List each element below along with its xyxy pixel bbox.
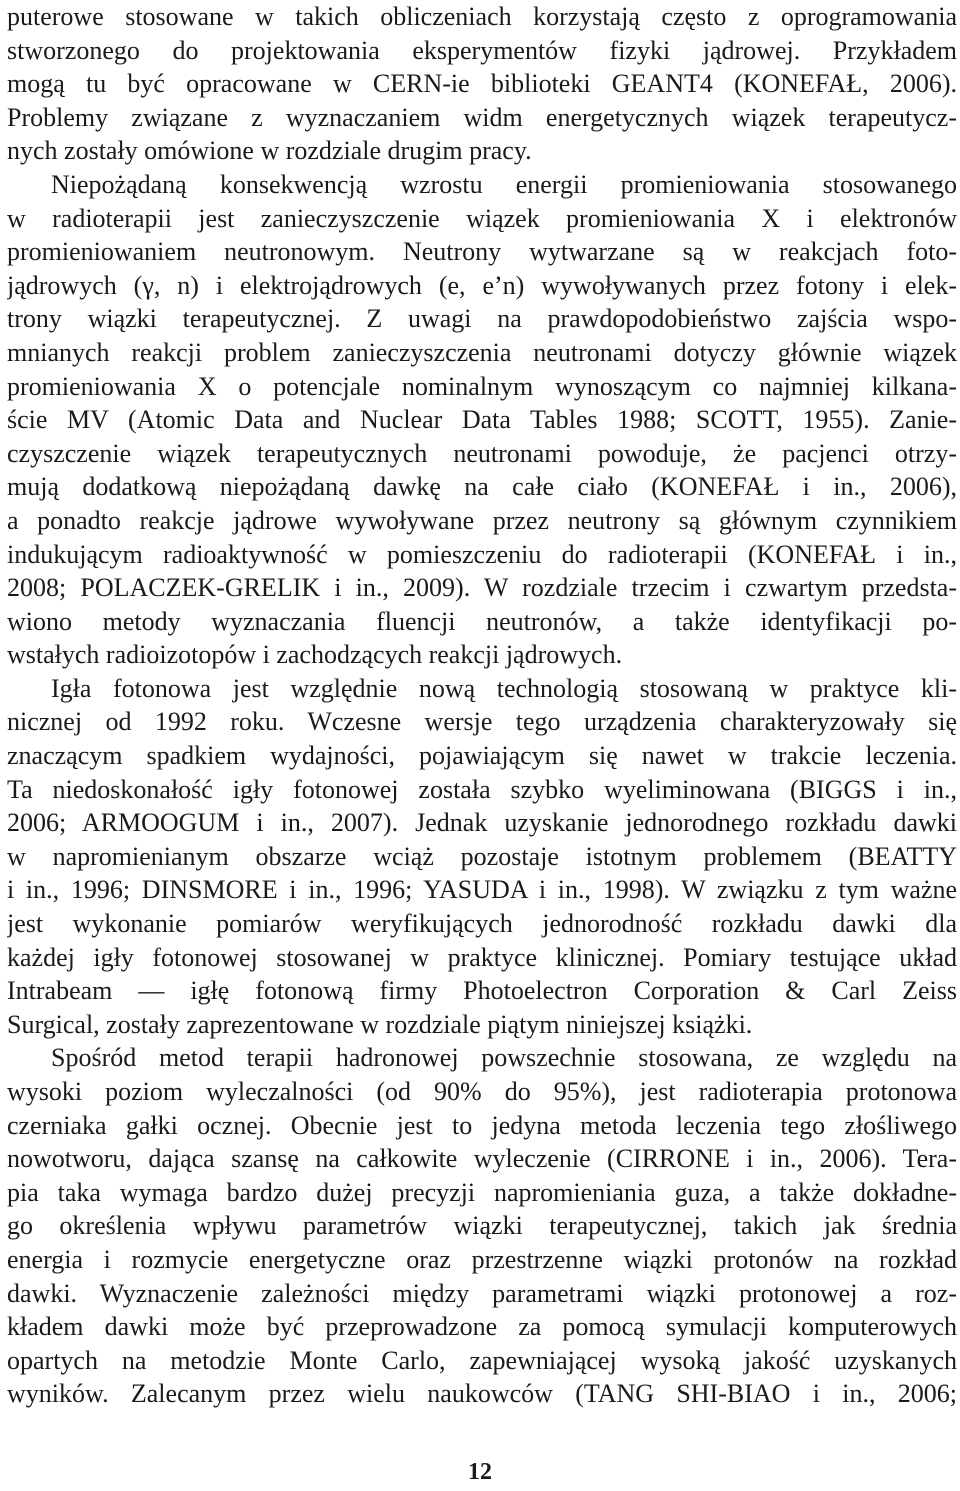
text-line: kładem dawki może być przeprowadzone za pomocą symulacji komputerowych — [7, 1312, 957, 1342]
paragraph-3 — [7, 672, 957, 1042]
text-line: jądrowych (γ, n) i elektrojądrowych (e, e’n) wywoływanych przez fotony i elek- — [7, 270, 957, 300]
paragraph-2 — [7, 168, 957, 672]
text-line: czerniaka gałki ocznej. Obecnie jest to jedyna metoda leczenia tego złośliwego — [7, 1110, 957, 1140]
text-line: stworzonego do projektowania eksperymentów fizyki jądrowej. Przykładem — [7, 35, 957, 65]
text-line: wysoki poziom wyleczalności (od 90% do 95%), jest radioterapia protonowa — [7, 1077, 957, 1106]
text-line: Ta niedoskonałość igły fotonowej została szybko wyeliminowana (BIGGS i in., — [7, 774, 957, 804]
text-line: Igła fotonowa jest względnie nową technologią stosowaną w praktyce kli- — [51, 673, 957, 703]
text-line: energia i rozmycie energetyczne oraz przestrzenne wiązki protonów na rozkład — [7, 1244, 957, 1274]
text-line: promieniowaniem neutronowym. Neutrony wytwarzane są w reakcjach foto- — [7, 237, 957, 267]
page-number: 12 — [468, 1459, 492, 1485]
text-line: Spośród metod terapii hadronowej powszechnie stosowana, ze względu na — [51, 1043, 957, 1073]
text-line: puterowe stosowane w takich obliczeniach korzystają często z oprogramowania — [7, 2, 957, 31]
text-line: trony wiązki terapeutycznej. Z uwagi na prawdopodobieństwo zajścia wspo- — [7, 304, 957, 334]
text-line: wstałych radioizotopów i zachodzących reakcji jądrowych. — [7, 640, 623, 670]
paragraph-1 — [7, 0, 957, 168]
text-line: ście MV (Atomic Data and Nuclear Data Tables 1988; SCOTT, 1955). Zanie- — [7, 405, 957, 435]
paragraph-4 — [7, 1041, 957, 1411]
text-line: nowotworu, dająca szansę na całkowite wyleczenie (CIRRONE i in., 2006). Tera- — [7, 1144, 957, 1174]
text-line: każdej igły fotonowej stosowanej w praktyce klinicznej. Pomiary testujące układ — [7, 942, 957, 972]
text-line: promieniowania X o potencjale nominalnym wynoszącym co najmniej kilkana- — [7, 371, 957, 401]
text-line: wyników. Zalecanym przez wielu naukowców (TANG SHI-BIAO i in., 2006; — [7, 1379, 957, 1409]
document-page — [7, 0, 957, 1411]
text-line: w napromienianym obszarze wciąż pozostaje istotnym problemem (BEATTY — [7, 841, 957, 871]
text-line: 2008; POLACZEK-GRELIK i in., 2009). W rozdziale trzecim i czwartym przedsta- — [7, 573, 957, 603]
text-line: 2006; ARMOOGUM i in., 2007). Jednak uzyskanie jednorodnego rozkładu dawki — [7, 808, 957, 838]
text-line: pia taka wymaga bardzo dużej precyzji napromieniania guza, a także dokładne- — [7, 1177, 957, 1207]
text-line: i in., 1996; DINSMORE i in., 1996; YASUDA i in., 1998). W związku z tym ważne — [7, 875, 957, 905]
text-line: mogą tu być opracowane w CERN-ie biblioteki GEANT4 (KONEFAŁ, 2006). — [7, 69, 957, 99]
text-line: wiono metody wyznaczania fluencji neutronów, a także identyfikacji po- — [7, 606, 957, 636]
text-line: Niepożądaną konsekwencją wzrostu energii promieniowania stosowanego — [51, 169, 957, 199]
text-line: mują dodatkową niepożądaną dawkę na całe ciało (KONEFAŁ i in., 2006), — [7, 472, 957, 502]
text-line: Problemy związane z wyznaczaniem widm energetycznych wiązek terapeutycz- — [7, 102, 957, 132]
text-line: mnianych reakcji problem zanieczyszczenia neutronami dotyczy głównie wiązek — [7, 337, 957, 367]
text-line: go określenia wpływu parametrów wiązki terapeutycznej, takich jak średnia — [7, 1211, 957, 1241]
text-line: nych zostały omówione w rozdziale drugim pracy. — [7, 136, 532, 166]
text-line: Surgical, zostały zaprezentowane w rozdziale piątym niniejszej książki. — [7, 1009, 753, 1039]
text-line: nicznej od 1992 roku. Wczesne wersje tego urządzenia charakteryzowały się — [7, 707, 957, 737]
text-line: opartych na metodzie Monte Carlo, zapewniającej wysoką jakość uzyskanych — [7, 1345, 957, 1375]
text-line: a ponadto reakcje jądrowe wywoływane przez neutrony są głównym czynnikiem — [7, 505, 957, 535]
text-line: jest wykonanie pomiarów weryfikujących jednorodność rozkładu dawki dla — [7, 909, 957, 939]
text-line: Intrabeam — igłę fotonową firmy Photoelectron Corporation & Carl Zeiss — [7, 976, 957, 1006]
text-line: w radioterapii jest zanieczyszczenie wiązek promieniowania X i elektronów — [7, 203, 957, 233]
text-line: znaczącym spadkiem wydajności, pojawiającym się nawet w trakcie leczenia. — [7, 741, 957, 771]
text-line: indukującym radioaktywność w pomieszczeniu do radioterapii (KONEFAŁ i in., — [7, 539, 957, 569]
text-line: dawki. Wyznaczenie zależności między parametrami wiązki protonowej a roz- — [7, 1278, 957, 1308]
text-line: czyszczenie wiązek terapeutycznych neutronami powoduje, że pacjenci otrzy- — [7, 438, 957, 468]
